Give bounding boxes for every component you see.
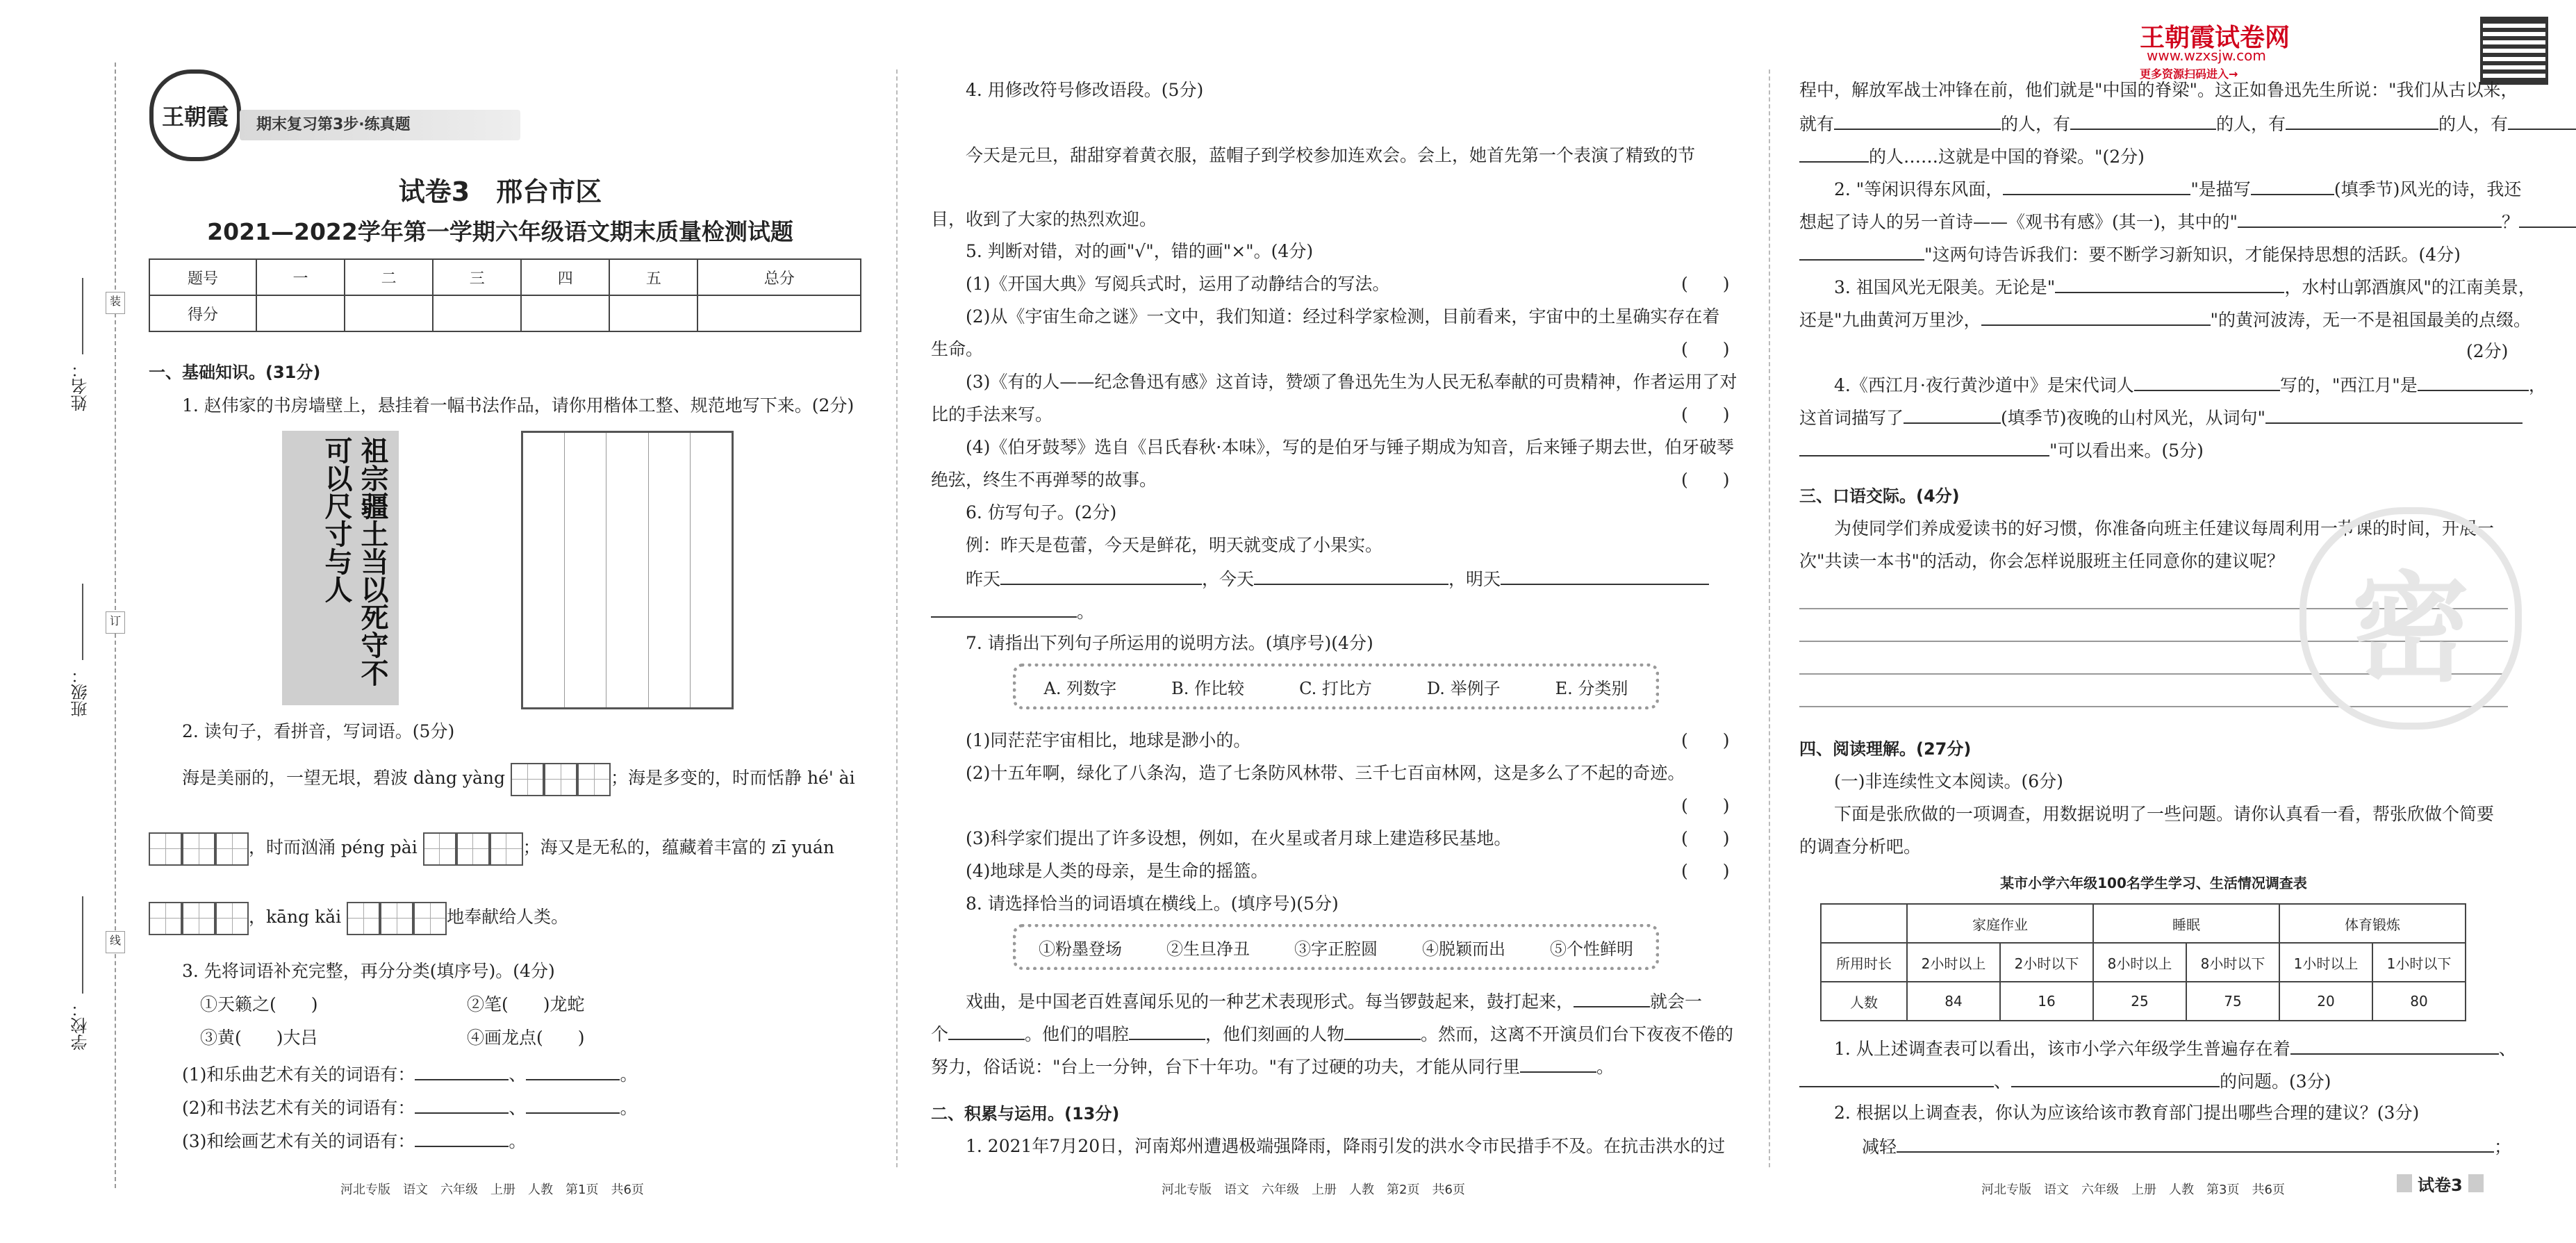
q7-option: C. 打比方: [1299, 678, 1372, 698]
pinyin-answer-box[interactable]: [347, 902, 447, 935]
answer-blank[interactable]: [415, 1094, 509, 1114]
score-header: 一: [256, 259, 345, 295]
q3-category-3: (3)和绘画艺术有关的词语有： 。: [182, 1128, 526, 1154]
survey-cell: 8小时以下: [2186, 943, 2279, 982]
q4-paragraph-2: 目，收到了大家的热烈欢迎。: [931, 209, 1157, 229]
judge-answer[interactable]: ( ): [1681, 730, 1730, 750]
section-4-heading: 四、阅读理解。(27分): [1799, 739, 1972, 759]
oral-prompt-1: 为使同学们养成爱读书的好习惯，你准备向班主任建议每周利用一节课的时间，开展一: [1834, 518, 2495, 538]
judge-answer[interactable]: ( ): [1681, 274, 1730, 294]
answer-blank[interactable]: [1799, 1068, 1994, 1087]
score-header: 题号: [149, 259, 256, 295]
judge-answer[interactable]: ( ): [1681, 861, 1730, 881]
school-label: 学校：: [71, 1001, 90, 1051]
brand-name: 王朝霞试卷网: [2140, 24, 2290, 52]
q8-paragraph-2: 个 。他们的唱腔 ，他们刻画的人物 。然而，这离不开演员们台下夜夜不倦的: [931, 1021, 1733, 1047]
section-2-heading: 二、积累与运用。(13分): [931, 1104, 1120, 1123]
q6-answer-line: 昨天 ，今天 ，明天: [966, 566, 1709, 592]
table-question-2: 2. 根据以上调查表，你认为应该给该市教育部门提出哪些合理的建议？(3分): [1834, 1103, 2420, 1123]
answer-blank[interactable]: [2418, 372, 2529, 391]
table-question-1: 1. 从上述调查表可以看出，该市小学六年级学生普遍存在着 、: [1834, 1035, 2516, 1062]
q5-item-4a: (4)《伯牙鼓琴》选自《吕氏春秋·本味》，写的是伯牙与锤子期成为知音，后来锤子期去世，伯牙破琴: [966, 437, 1734, 457]
score-header: 四: [521, 259, 609, 295]
q3-word-4: ④画龙点( ): [467, 1028, 585, 1048]
c3-q2-line-2: 想起了诗人的另一首诗——《观书有感》(其一)，其中的" ？: [1799, 208, 2576, 235]
reading-intro-1: 下面是张欣做的一项调查，用数据说明了一些问题。请你认真看一看，帮张欣做个简要: [1834, 804, 2495, 824]
class-field[interactable]: [82, 584, 83, 660]
writing-column[interactable]: [523, 433, 565, 707]
q5-item-2b: 生命。: [931, 339, 984, 359]
page-footer-2: 河北专版 语文 六年级 上册 人教 第2页 共6页: [1162, 1183, 1465, 1197]
survey-table: [1820, 903, 2466, 1021]
answer-blank[interactable]: [1904, 404, 2001, 424]
page-title: 试卷3 邢台市区: [398, 176, 602, 207]
q5-item-1: (1)《开国大典》写阅兵式时，运用了动静结合的写法。: [966, 274, 1390, 294]
survey-row-label: 所用时长: [1821, 943, 1907, 982]
q6-answer-line-2: 。: [931, 598, 1094, 625]
q8-option: ②生旦净丑: [1166, 939, 1250, 959]
survey-cell: 1小时以上: [2279, 943, 2372, 982]
c3-q3-line-1: 3. 祖国风光无限美。无论是" ，水村山郭酒旗风"的江南美景，: [1834, 274, 2536, 300]
question-4: 4. 用修改符号修改语段。(5分): [966, 80, 1204, 100]
column-divider: [896, 69, 898, 1167]
q6-example: 例：昨天是苞蕾，今天是鲜花，明天就变成了小果实。: [966, 535, 1383, 555]
survey-header: 睡眠: [2093, 904, 2279, 943]
page-footer-3: 河北专版 语文 六年级 上册 人教 第3页 共6页: [1981, 1183, 2285, 1197]
answer-blank[interactable]: [2070, 110, 2216, 130]
writing-column[interactable]: [565, 433, 606, 707]
survey-cell: 2小时以上: [1907, 943, 2000, 982]
oral-prompt-2: 次"共读一本书"的活动，你会怎样说服班主任同意你的建议呢？: [1799, 551, 2285, 571]
score-table: [149, 258, 861, 332]
brand-url: www.wzxsjw.com: [2147, 47, 2266, 64]
pinyin-answer-box[interactable]: [511, 763, 611, 796]
q5-item-4b: 绝弦，终生不再弹琴的故事。: [931, 470, 1157, 490]
answer-blank[interactable]: [1799, 143, 1869, 163]
survey-cell: 75: [2186, 982, 2279, 1021]
q8-paragraph-1: 戏曲，是中国老百姓喜闻乐见的一种艺术表现形式。每当锣鼓起来，鼓打起来， 就会一: [966, 988, 1702, 1014]
survey-cell: 25: [2093, 982, 2186, 1021]
pinyin-answer-box[interactable]: [149, 902, 249, 935]
answer-blank[interactable]: [1254, 566, 1448, 585]
class-label: 班级：: [71, 667, 90, 717]
survey-row-label: 人数: [1821, 982, 1907, 1021]
q5-item-2a: (2)从《宇宙生命之谜》一文中，我们知道：经过科学家检测，目前看来，宇宙中的土星确实存在着: [966, 306, 1720, 327]
binding-mark-xian: 线: [106, 931, 125, 953]
question-6: 6. 仿写句子。(2分): [966, 502, 1117, 522]
answer-blank[interactable]: [2238, 208, 2502, 228]
score-cell[interactable]: [433, 295, 521, 331]
question-1: 1. 赵伟家的书房墙壁上，悬挂着一幅书法作品，请你用楷体工整、规范地写下来。(2分): [182, 395, 854, 415]
c3-paragraph-1: 程中，解放军战士冲锋在前，他们就是"中国的脊梁"。这正如鲁迅先生所说："我们从古以来，: [1799, 80, 2518, 100]
logo-text: 王朝霞: [161, 104, 229, 130]
score-header: 五: [609, 259, 697, 295]
q3-word-3: ③黄( )大吕: [200, 1028, 318, 1048]
answer-blank[interactable]: [2265, 404, 2523, 424]
q7-option: E. 分类别: [1555, 678, 1628, 698]
q8-option: ④脱颖而出: [1422, 939, 1505, 959]
answer-blank[interactable]: [415, 1128, 509, 1147]
question-5: 5. 判断对错，对的画"√"，错的画"×"。(4分): [966, 241, 1314, 261]
tag-bar-icon: [2468, 1174, 2484, 1192]
c3-q4-line-1: 4.《西江月·夜行黄沙道中》是宋代词人 写的，"西江月"是 ，: [1834, 372, 2546, 398]
writing-column[interactable]: [691, 433, 732, 707]
q4-paragraph-1: 今天是元旦，甜甜穿着黄衣服，蓝帽子到学校参加连欢会。会上，她首先第一个表演了精致的节: [966, 145, 1696, 165]
binding-mark-zhuang: 装: [106, 292, 125, 314]
answer-blank[interactable]: [2508, 110, 2576, 130]
score-header: 三: [433, 259, 521, 295]
school-field[interactable]: [82, 896, 83, 994]
brand-hint: 更多资源扫码进入→: [2140, 67, 2238, 81]
q7-item-3: (3)科学家们提出了许多设想，例如，在火星或者月球上建造移民基地。: [966, 828, 1512, 848]
q7-item-4: (4)地球是人类的母亲，是生命的摇篮。: [966, 861, 1269, 881]
answer-blank[interactable]: [1520, 1053, 1596, 1073]
page-subtitle: 2021—2022学年第一学期六年级语文期末质量检测试题: [207, 218, 793, 245]
q5-item-3b: 比的手法来写。: [931, 404, 1053, 425]
answer-blank[interactable]: [526, 1094, 620, 1114]
score-cell[interactable]: [256, 295, 345, 331]
question-8: 8. 请选择恰当的词语填在横线上。(填序号)(5分): [966, 894, 1339, 914]
brand-logo: [149, 69, 241, 161]
qr-code-icon[interactable]: [2480, 17, 2548, 85]
q8-option: ③字正腔圆: [1294, 939, 1378, 959]
survey-cell: 80: [2372, 982, 2466, 1021]
q3-word-2: ②笔( )龙蛇: [467, 994, 585, 1014]
q7-option: A. 列数字: [1043, 678, 1117, 698]
survey-header: 体育锻炼: [2279, 904, 2466, 943]
survey-cell: 20: [2279, 982, 2372, 1021]
answer-blank[interactable]: [1574, 988, 1650, 1007]
page-footer-1: 河北专版 语文 六年级 上册 人教 第1页 共6页: [340, 1183, 644, 1197]
name-field[interactable]: [82, 278, 83, 354]
survey-cell: 2小时以下: [2000, 943, 2093, 982]
c3-paragraph-3: 的人……这就是中国的脊梁。"(2分): [1799, 143, 2145, 170]
score-label: 得分: [149, 295, 256, 331]
question-2: 2. 读句子，看拼音，写词语。(5分): [182, 721, 455, 741]
q7-item-2: (2)十五年啊，绿化了八条沟，造了七条防风林带、三千七百亩林网，这是多么了不起的奇迹。: [966, 763, 1685, 783]
score-header: 二: [345, 259, 433, 295]
table-question-2-answer: 减轻 ；: [1862, 1133, 2511, 1160]
q7-option: B. 作比较: [1171, 678, 1245, 698]
answer-blank[interactable]: [931, 598, 1077, 618]
judge-answer[interactable]: ( ): [1681, 404, 1730, 425]
q7-option-box: [1013, 664, 1659, 709]
survey-header: 家庭作业: [1907, 904, 2093, 943]
writing-column[interactable]: [649, 433, 691, 707]
score-cell[interactable]: [697, 295, 861, 331]
question-3: 3. 先将词语补充完整，再分分类(填序号)。(4分): [182, 961, 555, 981]
answer-blank[interactable]: [2519, 208, 2576, 228]
q8-option: ⑤个性鲜明: [1550, 939, 1633, 959]
writing-grid[interactable]: [521, 431, 734, 709]
answer-blank[interactable]: [1799, 241, 1924, 261]
page-tag: 试卷3: [2397, 1171, 2484, 1195]
answer-blank[interactable]: [1799, 437, 2049, 456]
q8-option-box: [1013, 924, 1659, 970]
answer-blank[interactable]: [2286, 110, 2438, 130]
answer-blank[interactable]: [1501, 566, 1709, 585]
name-label: 姓名：: [71, 361, 90, 411]
q2-line-2: ，时而汹涌 péng pài ；海又是无私的，蕴藏着丰富的 zī yuán: [149, 827, 834, 869]
answer-blank[interactable]: [2055, 274, 2284, 293]
q3-category-1: (1)和乐曲艺术有关的词语有： 、 。: [182, 1061, 637, 1087]
answer-blank[interactable]: [2290, 1035, 2499, 1055]
question-7: 7. 请指出下列句子所运用的说明方法。(填序号)(4分): [966, 633, 1373, 653]
answer-blank[interactable]: [948, 1021, 1025, 1040]
pinyin-answer-box[interactable]: [149, 832, 249, 866]
survey-corner: [1821, 904, 1907, 943]
survey-table-title: 某市小学六年级100名学生学习、生活情况调查表: [2000, 875, 2307, 891]
q3-word-1: ①天籁之( ): [200, 994, 318, 1014]
calligraphy-artwork: [282, 431, 399, 705]
q8-paragraph-3: 努力，俗话说："台上一分钟，台下十年功。"有了过硬的功夫，才能从同行里 。: [931, 1053, 1614, 1080]
q7-option: D. 举例子: [1426, 678, 1501, 698]
answer-blank[interactable]: [1897, 1133, 2494, 1153]
answer-blank[interactable]: [2003, 176, 2190, 195]
survey-cell: 1小时以下: [2372, 943, 2466, 982]
judge-answer[interactable]: ( ): [1681, 796, 1730, 816]
step-banner: 期末复习第3步·练真题: [240, 110, 520, 140]
answer-blank[interactable]: [1981, 306, 2211, 326]
answer-blank[interactable]: [2011, 1068, 2220, 1087]
calligraphy-text: 祖宗疆土当以死守不可以尺寸与人: [320, 436, 389, 686]
answer-blank[interactable]: [1000, 566, 1202, 585]
reading-intro-2: 的调查分析吧。: [1799, 837, 1922, 857]
tag-bar-icon: [2397, 1174, 2412, 1192]
judge-answer[interactable]: ( ): [1681, 339, 1730, 359]
c3-q2-line-3: "这两句诗告诉我们：要不断学习新知识，才能保持思想的活跃。(4分): [1799, 241, 2461, 267]
answer-blank[interactable]: [2251, 176, 2334, 195]
score-cell[interactable]: [521, 295, 609, 331]
column-divider: [1769, 69, 1770, 1167]
survey-cell: 8小时以上: [2093, 943, 2186, 982]
binding-mark-ding: 订: [106, 611, 125, 634]
c3-q4-line-2: 这首词描写了 (填季节)夜晚的山村风光，从词句": [1799, 404, 2523, 431]
writing-column[interactable]: [606, 433, 648, 707]
c3-q2-line-1: 2. "等闲识得东风面， "是描写 (填季节)风光的诗，我还: [1834, 176, 2521, 202]
judge-answer[interactable]: ( ): [1681, 828, 1730, 848]
answer-blank[interactable]: [1344, 1021, 1421, 1040]
pinyin-answer-box[interactable]: [423, 832, 523, 866]
answer-blank[interactable]: [2134, 372, 2280, 391]
section-3-heading: 三、口语交际。(4分): [1799, 486, 1960, 506]
c3-q4-line-3: "可以看出来。(5分): [1799, 437, 2204, 463]
q2-line-1: 海是美丽的，一望无垠，碧波 dàng yàng ；海是多变的，时而恬静 hé' ài: [182, 757, 855, 799]
section-1-heading: 一、基础知识。(31分): [149, 363, 321, 382]
survey-cell: 84: [1907, 982, 2000, 1021]
q5-item-3a: (3)《有的人——纪念鲁迅有感》这首诗，赞颂了鲁迅先生为人民无私奉献的可贵精神，作者运用了对: [966, 372, 1737, 392]
score-cell[interactable]: [609, 295, 697, 331]
q2-line-3: ，kāng kǎi 地奉献给人类。: [149, 896, 568, 938]
section-2-question-1: 1. 2021年7月20日，河南郑州遭遇极端强降雨，降雨引发的洪水令市民措手不及。在抗击洪水的过: [966, 1136, 1726, 1156]
answer-blank[interactable]: [1834, 110, 2001, 130]
c3-paragraph-2: 就有 的人，有 的人，有 的人，有: [1799, 110, 2576, 137]
reading-part-1: (一)非连续性文本阅读。(6分): [1834, 771, 2063, 791]
score-header: 总分: [697, 259, 861, 295]
answer-blank[interactable]: [1129, 1021, 1205, 1040]
score-cell[interactable]: [345, 295, 433, 331]
q8-option: ①粉墨登场: [1039, 939, 1122, 959]
q7-item-1: (1)同茫茫宇宙相比，地球是渺小的。: [966, 730, 1251, 750]
survey-cell: 16: [2000, 982, 2093, 1021]
c3-q3-score: (2分): [2466, 341, 2509, 361]
c3-q3-line-2: 还是"九曲黄河万里沙， "的黄河波涛，无一不是祖国最美的点缀。: [1799, 306, 2531, 333]
judge-answer[interactable]: ( ): [1681, 470, 1730, 490]
secret-stamp: 密: [2300, 507, 2522, 730]
answer-blank[interactable]: [526, 1061, 620, 1080]
table-question-1b: 、 的问题。(3分): [1799, 1068, 2331, 1094]
answer-blank[interactable]: [415, 1061, 509, 1080]
q3-category-2: (2)和书法艺术有关的词语有： 、 。: [182, 1094, 637, 1121]
